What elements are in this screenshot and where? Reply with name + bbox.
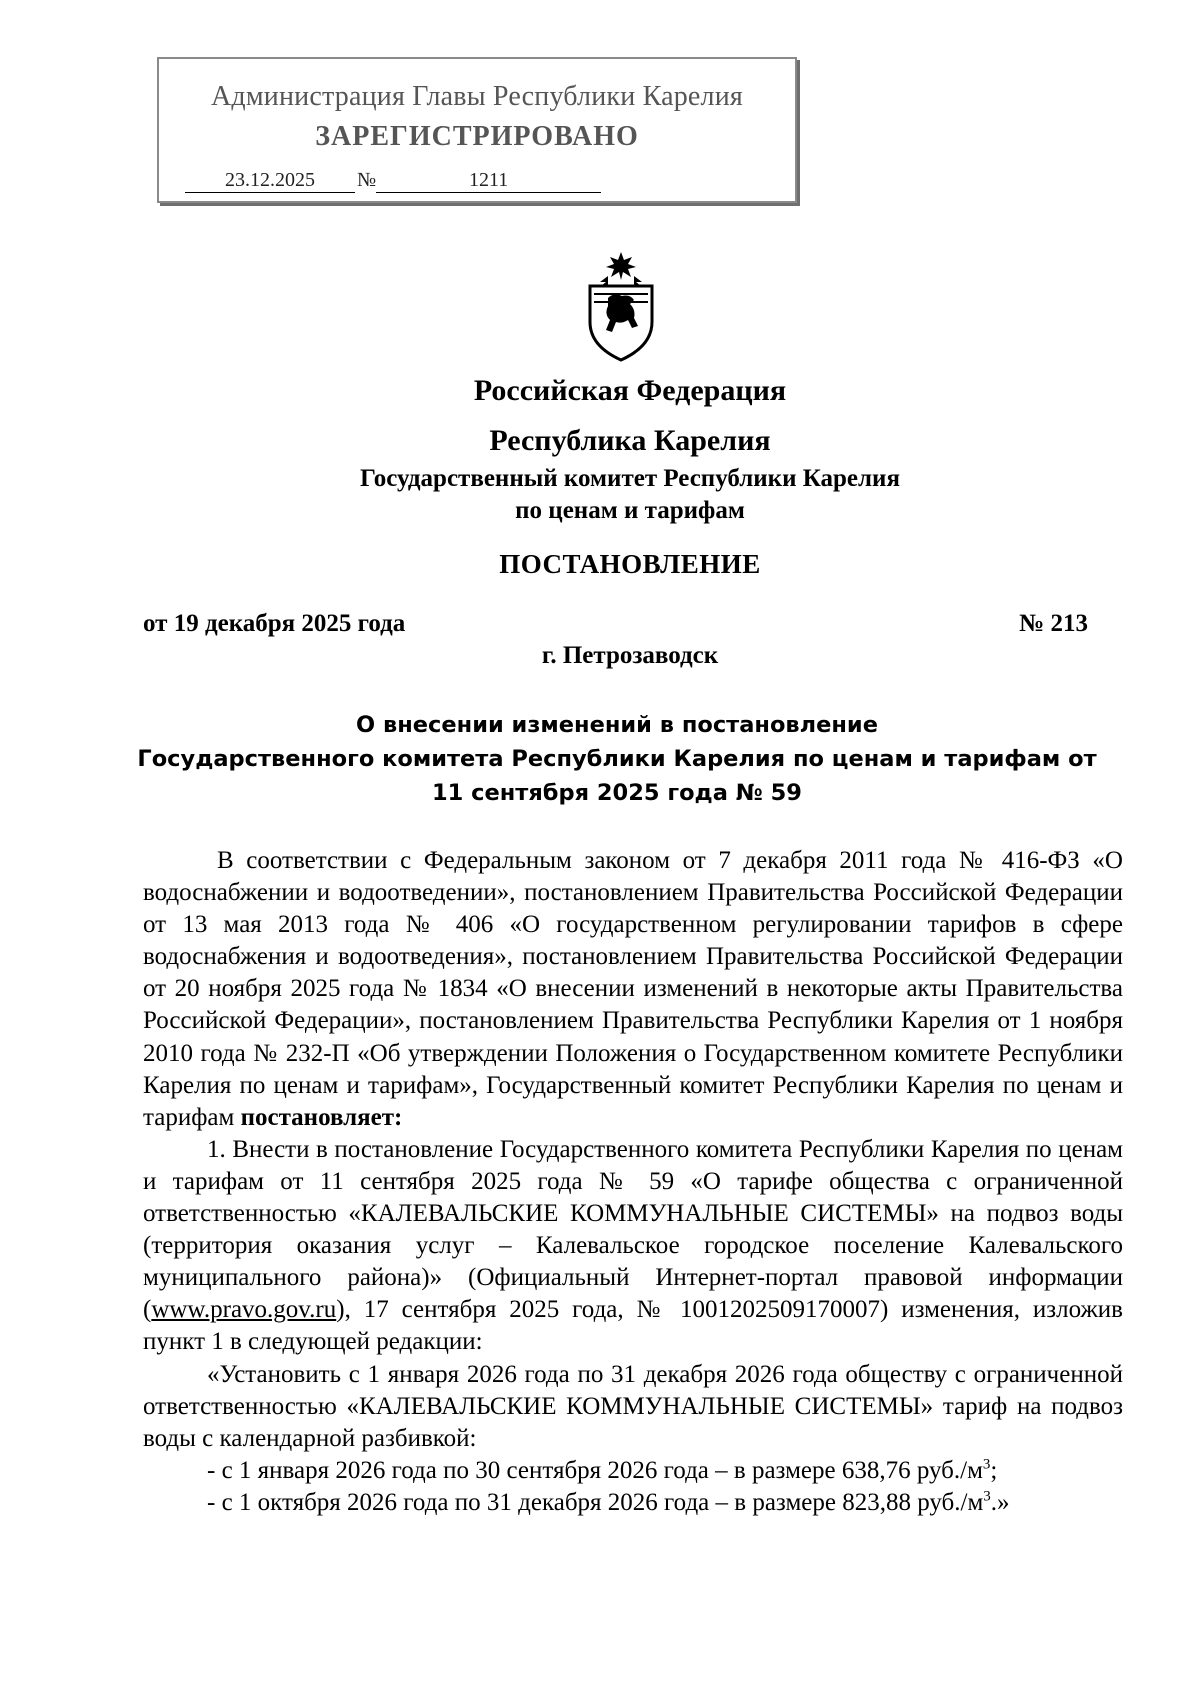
item-1-text-a: 1. Внести в постановление Государственного комитета Республики Карелия по ценам и тарифам от 11 сентября 2025 года № 59 «О тарифе общества с ограниченной ответственностью «КАЛЕВАЛЬСКИЕ КОММУНАЛЬНЫЕ СИСТЕМЫ» на подвоз воды (территория оказания услуг – Калевальское городское поселение Калевальского муниципального района)» (Официальный Интернет-портал правовой информации (	[143, 1135, 1123, 1324]
registration-stamp	[157, 57, 797, 203]
committee-line-2: по ценам и тарифам	[515, 497, 745, 524]
preamble-text: В соответствии с Федеральным законом от 7 декабря 2011 года № 416-ФЗ «О водоснабжении и водоотведении», постановлением Правительства Российской Федерации от 13 мая 2013 года № 406 «О государственном регулировании тарифов в сфере водоснабжения и водоотведения», постановлением Правительства Российской Федерации от 20 ноября 2025 года № 1834 «О внесении изменений в некоторые акты Правительства Российской Федерации», постановлением Правительства Республики Карелия от 1 ноября 2010 года № 232-П «Об утверждении Положения о Государственном комитете Республики Карелия по ценам и тарифам», Государственный комитет Республики Карелия по ценам и тарифам	[143, 847, 1123, 1131]
tariff-2-end: .»	[990, 1488, 1010, 1516]
quote-paragraph: «Установить с 1 января 2026 года по 31 декабря 2026 года обществу с ограниченной ответственностью «КАЛЕВАЛЬСКИЕ КОММУНАЛЬНЫЕ СИСТЕМЫ» тариф на подвоз воды с календарной разбивкой:	[143, 1360, 1123, 1452]
title-line-3: 11 сентября 2025 года № 59	[432, 780, 802, 806]
document-city: г. Петрозаводск	[541, 642, 719, 669]
tariff-2-text: - с 1 октября 2026 года по 31 декабря 2026 года – в размере 823,88 руб./м	[207, 1488, 984, 1516]
document-title	[112, 708, 1122, 810]
country-heading: Российская Федерация	[473, 374, 787, 407]
title-line-2: Государственного комитета Республики Карелия по ценам и тарифам от	[137, 746, 1097, 772]
pravo-gov-link[interactable]: www.pravo.gov.ru	[151, 1296, 337, 1324]
stamp-registered-label: ЗАРЕГИСТРИРОВАНО	[315, 121, 639, 152]
tariff-line-2	[143, 1487, 1123, 1519]
stamp-date: 23.12.2025	[185, 169, 355, 193]
tariff-1-sup: 3	[982, 1456, 991, 1473]
item-1-paragraph	[143, 1134, 1123, 1359]
committee-heading	[0, 463, 1200, 527]
item-1-text-b: ), 17 сентября 2025 года, № 1001202509170007) изменения, изложив пункт 1 в следующей редакции:	[143, 1296, 1123, 1356]
stamp-number: 1211	[376, 169, 601, 193]
stamp-authority: Администрация Главы Республики Карелия	[211, 81, 743, 112]
document-date: от 19 декабря 2025 года	[143, 610, 406, 637]
title-line-1: О внесении изменений в постановление	[356, 712, 878, 738]
tariff-1-text: - с 1 января 2026 года по 30 сентября 2026 года – в размере 638,76 руб./м	[207, 1456, 983, 1484]
republic-heading: Республика Карелия	[489, 424, 771, 457]
tariff-line-1	[143, 1455, 1123, 1487]
tariff-2-sup: 3	[983, 1488, 991, 1505]
document-number: № 213	[1019, 610, 1088, 637]
document-type: ПОСТАНОВЛЕНИЕ	[499, 549, 761, 579]
committee-line-1: Государственный комитет Республики Карелия	[360, 465, 900, 492]
stamp-registration-line	[185, 169, 601, 193]
preamble-paragraph	[143, 845, 1123, 1134]
document-body	[143, 845, 1123, 1519]
stamp-number-sign: №	[357, 169, 377, 191]
preamble-resolves: постановляет:	[240, 1103, 403, 1131]
tariff-1-end: ;	[990, 1456, 998, 1484]
karelia-coat-of-arms-icon	[578, 250, 664, 362]
